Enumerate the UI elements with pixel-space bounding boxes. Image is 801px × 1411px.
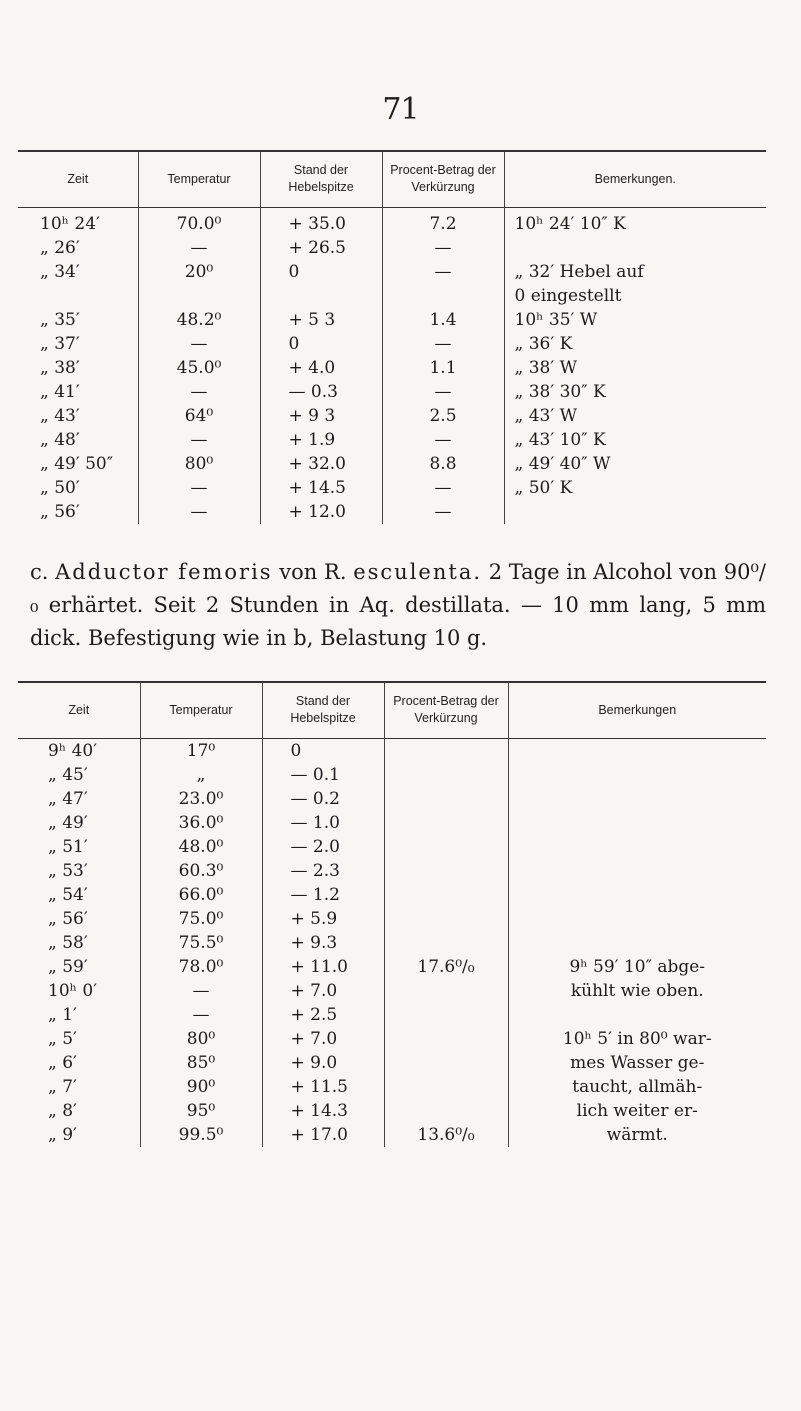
paragraph-species: esculenta.	[353, 560, 483, 584]
cell-stand: + 11.5	[262, 1075, 384, 1099]
cell-temperatur: 64⁰	[138, 404, 260, 428]
cell-temperatur: 23.0⁰	[140, 787, 262, 811]
header-procent: Procent-Betrag der Verkürzung	[384, 682, 508, 738]
cell-stand	[260, 284, 382, 308]
cell-procent: —	[382, 380, 504, 404]
cell-temperatur: 48.2⁰	[138, 308, 260, 332]
cell-temperatur: 66.0⁰	[140, 883, 262, 907]
header-zeit: Zeit	[67, 171, 89, 186]
cell-zeit: „ 35′	[40, 309, 80, 330]
cell-stand: + 32.0	[260, 452, 382, 476]
cell-stand: + 12.0	[260, 500, 382, 524]
cell-stand: — 0.1	[262, 763, 384, 787]
cell-bemerkungen: „ 38′ W	[504, 356, 766, 380]
cell-temperatur: —	[138, 236, 260, 260]
cell-procent-group	[384, 738, 508, 979]
cell-temperatur: —	[138, 500, 260, 524]
paragraph-muscle: Adductor femoris	[55, 560, 273, 584]
cell-temperatur: 75.5⁰	[140, 931, 262, 955]
cell-zeit: 10ʰ 24′	[40, 213, 100, 234]
header-stand: Stand der Hebelspitze	[262, 682, 384, 738]
cell-temperatur: 17⁰	[140, 738, 262, 763]
cell-temperatur: —	[138, 476, 260, 500]
cell-stand: — 2.3	[262, 859, 384, 883]
cell-stand: + 5 3	[260, 308, 382, 332]
cell-temperatur: 80⁰	[138, 452, 260, 476]
cell-stand: + 9 3	[260, 404, 382, 428]
cell-zeit: „ 41′	[40, 381, 80, 402]
cell-zeit: „ 43′	[40, 405, 80, 426]
cell-stand: + 4.0	[260, 356, 382, 380]
cell-procent: —	[382, 500, 504, 524]
table-row	[18, 284, 766, 308]
cell-procent: 8.8	[382, 452, 504, 476]
remark-line: kühlt wie oben.	[570, 980, 704, 1001]
cell-zeit: „ 6′	[48, 1052, 77, 1073]
cell-stand: 0	[262, 738, 384, 763]
cell-bemerkungen: „ 43′ W	[504, 404, 766, 428]
table-row	[18, 356, 766, 380]
cell-zeit: „ 49′	[48, 812, 88, 833]
cell-bemerkungen: 10ʰ 24′ 10″ K	[504, 207, 766, 236]
cell-zeit: „ 56′	[40, 501, 80, 522]
cell-stand: — 0.3	[260, 380, 382, 404]
cell-zeit: 10ʰ 0′	[48, 980, 98, 1001]
cell-procent: —	[382, 476, 504, 500]
cell-procent: —	[382, 428, 504, 452]
table2-body	[18, 738, 766, 1147]
table-row	[18, 207, 766, 236]
cell-procent: 7.2	[382, 207, 504, 236]
cell-stand: + 11.0	[262, 955, 384, 979]
cell-zeit: „ 54′	[48, 884, 88, 905]
cell-temperatur: —	[140, 979, 262, 1003]
cell-zeit: „ 1′	[48, 1004, 77, 1025]
cell-procent-group	[384, 979, 508, 1147]
cell-stand: — 1.0	[262, 811, 384, 835]
cell-zeit: „ 26′	[40, 237, 80, 258]
remark-line: taucht, allmäh-	[572, 1076, 703, 1097]
cell-zeit: 9ʰ 40′	[48, 740, 98, 761]
cell-temperatur: 20⁰	[138, 260, 260, 284]
cell-zeit: „ 9′	[48, 1124, 77, 1145]
remark-line: 9ʰ 59′ 10″ abge-	[569, 956, 706, 977]
table-header-row	[18, 151, 766, 207]
cell-stand: + 14.5	[260, 476, 382, 500]
procent-bottom: 13.6⁰/₀	[417, 1124, 475, 1145]
header-procent: Procent-Betrag der Verkürzung	[382, 151, 504, 207]
cell-bemerkungen: „ 36′ K	[504, 332, 766, 356]
table-row	[18, 236, 766, 260]
cell-temperatur: 78.0⁰	[140, 955, 262, 979]
cell-stand: 0	[260, 260, 382, 284]
cell-zeit	[18, 284, 138, 308]
table-row	[18, 738, 766, 763]
header-temperatur: Temperatur	[140, 682, 262, 738]
header-zeit: Zeit	[68, 702, 90, 717]
paragraph-mid: von R.	[272, 560, 354, 584]
cell-temperatur: 45.0⁰	[138, 356, 260, 380]
cell-zeit: „ 48′	[40, 429, 80, 450]
cell-stand: — 1.2	[262, 883, 384, 907]
cell-stand: + 9.3	[262, 931, 384, 955]
cell-stand: + 1.9	[260, 428, 382, 452]
table-row	[18, 476, 766, 500]
header-temperatur: Temperatur	[138, 151, 260, 207]
measurement-table-2	[18, 681, 766, 1147]
procent-top: 17.6⁰/₀	[417, 956, 475, 977]
cell-procent: —	[382, 260, 504, 284]
cell-bemerkungen: „ 43′ 10″ K	[504, 428, 766, 452]
cell-temperatur: 70.0⁰	[138, 207, 260, 236]
remark-line: mes Wasser ge-	[570, 1052, 705, 1073]
cell-zeit: „ 47′	[48, 788, 88, 809]
cell-bemerkungen	[504, 236, 766, 260]
cell-temperatur: —	[138, 380, 260, 404]
cell-procent	[382, 284, 504, 308]
cell-temperatur: —	[138, 428, 260, 452]
paragraph-lead: c.	[30, 560, 56, 584]
cell-temperatur: 75.0⁰	[140, 907, 262, 931]
table-row	[18, 404, 766, 428]
cell-temperatur: 85⁰	[140, 1051, 262, 1075]
cell-bemerkungen: „ 50′ K	[504, 476, 766, 500]
cell-temperatur: 99.5⁰	[140, 1123, 262, 1147]
cell-zeit: „ 7′	[48, 1076, 77, 1097]
cell-procent: —	[382, 236, 504, 260]
cell-temperatur	[138, 284, 260, 308]
cell-stand: + 9.0	[262, 1051, 384, 1075]
cell-temperatur: 60.3⁰	[140, 859, 262, 883]
cell-temperatur: „	[140, 763, 262, 787]
cell-stand: 0	[260, 332, 382, 356]
cell-zeit: „ 49′ 50″	[40, 453, 114, 474]
cell-stand: + 17.0	[262, 1123, 384, 1147]
cell-zeit: „ 58′	[48, 932, 88, 953]
cell-procent: 1.4	[382, 308, 504, 332]
table-row	[18, 260, 766, 284]
remark-line: 10ʰ 5′ in 80⁰ war-	[562, 1028, 712, 1049]
specimen-description	[30, 556, 766, 655]
cell-temperatur: 48.0⁰	[140, 835, 262, 859]
cell-zeit: „ 8′	[48, 1100, 77, 1121]
remark-line: wärmt.	[606, 1124, 668, 1145]
cell-zeit: „ 38′	[40, 357, 80, 378]
cell-bemerkungen-remark-1	[508, 955, 766, 1027]
cell-bemerkungen: „ 32′ Hebel auf	[504, 260, 766, 284]
cell-bemerkungen	[504, 500, 766, 524]
cell-temperatur: 90⁰	[140, 1075, 262, 1099]
table-row	[18, 428, 766, 452]
cell-stand: + 5.9	[262, 907, 384, 931]
cell-zeit: „ 45′	[48, 764, 88, 785]
table-header-row	[18, 682, 766, 738]
remark-line: lich weiter er-	[576, 1100, 698, 1121]
header-stand: Stand der Hebelspitze	[260, 151, 382, 207]
cell-zeit: „ 37′	[40, 333, 80, 354]
cell-zeit: „ 53′	[48, 860, 88, 881]
cell-procent: 1.1	[382, 356, 504, 380]
cell-zeit: „ 51′	[48, 836, 88, 857]
cell-zeit: „ 56′	[48, 908, 88, 929]
cell-zeit: „ 5′	[48, 1028, 77, 1049]
table-row	[18, 500, 766, 524]
cell-temperatur: 80⁰	[140, 1027, 262, 1051]
cell-procent: 2.5	[382, 404, 504, 428]
cell-bemerkungen: „ 49′ 40″ W	[504, 452, 766, 476]
cell-bemerkungen: „ 38′ 30″ K	[504, 380, 766, 404]
measurement-table-1	[18, 150, 766, 524]
cell-zeit: „ 50′	[40, 477, 80, 498]
table-row	[18, 332, 766, 356]
cell-temperatur: 95⁰	[140, 1099, 262, 1123]
table-row	[18, 380, 766, 404]
cell-bemerkungen: 0 eingestellt	[504, 284, 766, 308]
cell-bemerkungen-remark-2	[508, 1027, 766, 1147]
cell-temperatur: —	[140, 1003, 262, 1027]
page-number: 71	[382, 92, 419, 127]
table1-body	[18, 207, 766, 524]
cell-temperatur: —	[138, 332, 260, 356]
cell-stand: + 2.5	[262, 1003, 384, 1027]
cell-bemerkungen-group	[508, 738, 766, 955]
cell-stand: + 7.0	[262, 979, 384, 1003]
cell-stand: — 0.2	[262, 787, 384, 811]
cell-temperatur: 36.0⁰	[140, 811, 262, 835]
cell-stand: + 7.0	[262, 1027, 384, 1051]
cell-stand: + 26.5	[260, 236, 382, 260]
cell-stand: — 2.0	[262, 835, 384, 859]
cell-zeit: „ 34′	[40, 261, 80, 282]
table-row	[18, 452, 766, 476]
cell-stand: + 14.3	[262, 1099, 384, 1123]
cell-procent: —	[382, 332, 504, 356]
header-bemerkungen: Bemerkungen	[508, 682, 766, 738]
paragraph-rest: 2 Tage in Alcohol von 90⁰/₀ erhärtet. Seit 2 Stunden in Aq. destillata. — 10 mm lang, 5 mm dick. Befestigung wie in b, Belastung 10 g.	[30, 560, 766, 650]
table-row	[18, 308, 766, 332]
cell-bemerkungen: 10ʰ 35′ W	[504, 308, 766, 332]
cell-stand: + 35.0	[260, 207, 382, 236]
header-bemerkungen: Bemerkungen.	[504, 151, 766, 207]
cell-zeit: „ 59′	[48, 956, 88, 977]
